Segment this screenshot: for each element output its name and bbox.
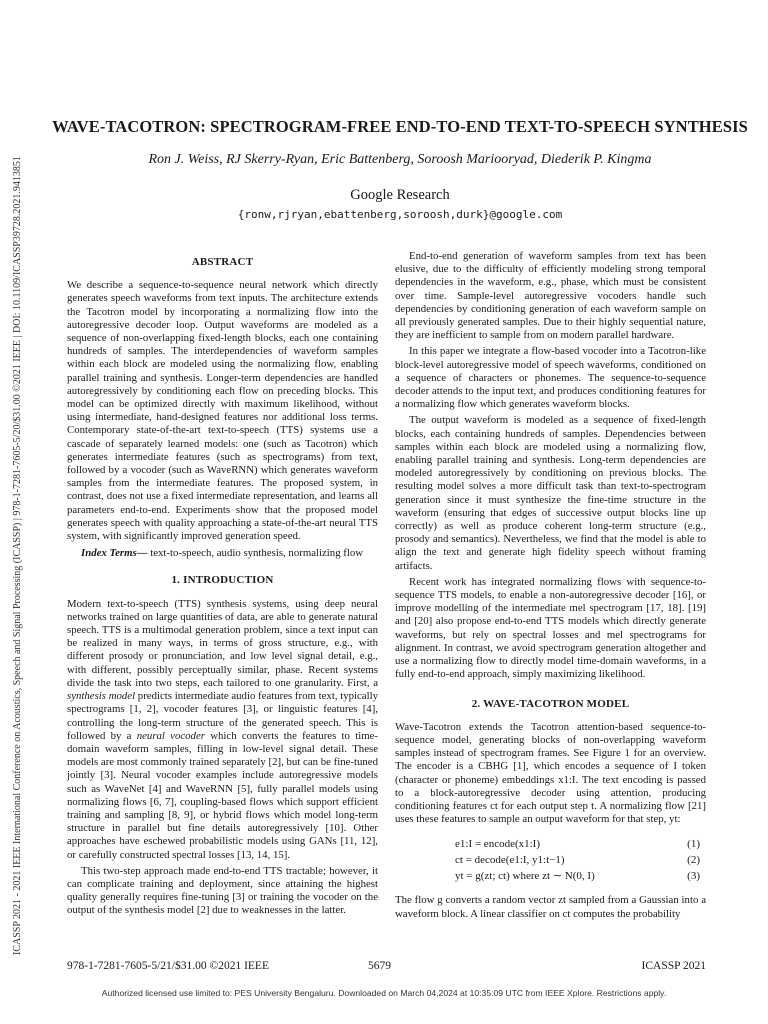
- intro-p1-part-b: predicts intermediate audio features from text, typically spectrograms [1, 2], vocoder features [3], or linguistic features [4], controlling the long-term structure of the generated speech. This is followed by a: [67, 690, 379, 742]
- affiliation: Google Research: [350, 187, 450, 203]
- index-terms-text: text-to-speech, audio synthesis, normalizing flow: [147, 547, 364, 560]
- abstract-heading: ABSTRACT: [191, 256, 254, 268]
- license-notice: Authorized licensed use limited to: PES University Bengaluru. Downloaded on March 04,2024 at 10:35:09 UTC from IEEE Xplore. Restrictions apply.: [101, 988, 667, 998]
- equation-1: [395, 836, 706, 852]
- model-heading: 2. WAVE-TACOTRON MODEL: [471, 697, 630, 710]
- equation-3-body: yt = g(zt; ct) where zt ∼ N(0, I): [455, 870, 595, 883]
- intro-p1-emphasis-1: synthesis model: [67, 690, 136, 703]
- right-paragraph-4: Recent work has integrated normalizing flows with sequence-to-sequence TTS models, to enable a non-autoregressive decoder [16], or improve modelling of the intermediate mel spectrogram [17, 18]. [19] and [20] also propose end-to-end TTS models which directly generate waveforms, but rely on spectral losses and mel spectrograms for alignment. In contrast, we avoid spectrogram generation altogether and use a normalizing flow to directly model time-domain waveforms, in a fully end-to-end approach, simply maximizing likelihood.: [395, 575, 706, 681]
- author-list: Ron J. Weiss, RJ Skerry-Ryan, Eric Battenberg, Soroosh Mariooryad, Diederik P. Kingma: [148, 152, 652, 167]
- intro-paragraph-2: This two-step approach made end-to-end TTS tractable; however, it can complicate training and deployment, since attaining the highest quality generally requires fine-tuning [3] or training the vocoder on the output of the synthesis model [2] due to weaknesses in the latter.: [67, 864, 378, 917]
- right-paragraph-2: In this paper we integrate a flow-based vocoder into a Tacotron-like block-level autoregressive model of speech waveforms, conditioned on a sequence of characters or phonemes. The sequence-to-sequence decoder attends to the input text, and produces conditioning features for a normalizing flow which generates waveform blocks.: [395, 345, 706, 411]
- equation-1-body: e1:I = encode(x1:I): [455, 838, 540, 851]
- equation-3-number: (3): [687, 870, 700, 883]
- footer-conference: ICASSP 2021: [641, 960, 706, 972]
- model-paragraph-2: The flow g converts a random vector zt sampled from a Gaussian into a waveform block. A linear classifier on ct computes the probability: [395, 894, 706, 920]
- right-column: [395, 250, 706, 924]
- right-paragraph-3: The output waveform is modeled as a sequence of fixed-length blocks, each containing hundreds of samples. Dependencies between samples within each block are modeled using a normalizing flow, enabling parallel training and synthesis. Long-term dependencies are modeled autoregressively by conditioning on previous blocks. The resulting model solves a more difficult task than text-to-spectrogram generation since it must synthesize the fine-time structure in the waveform (ensuring that edges of successive output blocks line up correctly) as well as produce coherent long-term structure (e.g., prosody and semantics). Nevertheless, we find that the model is able to align the text and generate high fidelity speech without framing artifacts.: [395, 414, 706, 572]
- equation-2-body: ct = decode(e1:I, y1:t−1): [455, 854, 565, 867]
- equation-3: [395, 868, 706, 884]
- intro-p1-emphasis-2: neural vocoder: [136, 729, 205, 742]
- intro-p1-part-a: Modern text-to-speech (TTS) synthesis systems, using deep neural networks trained on large quantities of data, are able to generate natural speech. TTS is a multimodal generation problem, since a text input can be realized in many ways, in terms of gross structure, e.g., with different prosody or pronunciation, and low level signal detail, e.g., with different, possibly perceptually similar, phase. Recent systems divide the task into two steps, each tailored to one granularity. First, a: [67, 597, 378, 689]
- index-terms: [67, 547, 378, 560]
- model-paragraph-1: Wave-Tacotron extends the Tacotron attention-based sequence-to-sequence model, generating blocks of non-overlapping waveform samples instead of spectrogram frames. See Figure 1 for an overview. The encoder is a CBHG [1], which encodes a sequence of I token (character or phoneme) embeddings x1:I. The text encoding is passed to a block-autoregressive decoder using attention, producing conditioning features ct for each output step t. A normalizing flow [21] uses these features to sample an output waveform for that step, yt:: [395, 720, 706, 826]
- equations-block: [395, 836, 706, 884]
- left-column: [67, 250, 378, 921]
- intro-heading: 1. INTRODUCTION: [171, 574, 274, 587]
- page-number: 5679: [368, 960, 391, 972]
- author-emails: {ronw,rjryan,ebattenberg,soroosh,durk}@google.com: [237, 208, 563, 221]
- footer-isbn: 978-1-7281-7605-5/21/$31.00 ©2021 IEEE: [67, 960, 269, 972]
- index-terms-label: Index Terms—: [81, 547, 148, 560]
- equation-2: [395, 852, 706, 868]
- intro-paragraph-1: [67, 598, 378, 862]
- equation-1-number: (1): [687, 838, 700, 851]
- right-paragraph-1: End-to-end generation of waveform samples from text has been elusive, due to the difficulty of efficiently modeling strong temporal dependencies in the waveform, e.g., phase, which must be consistent over time. Sample-level autoregressive vocoders handle such dependencies by conditioning generation of each waveform sample on all previously generated samples. Due to their highly sequential nature, they are inefficient to sample from on modern parallel hardware.: [395, 250, 706, 342]
- paper-title: WAVE-TACOTRON: SPECTROGRAM-FREE END-TO-END TEXT-TO-SPEECH SYNTHESIS: [52, 117, 748, 136]
- abstract-text: We describe a sequence-to-sequence neural network which directly generates speech waveforms from text inputs. The architecture extends the Tacotron model by incorporating a normalizing flow into the autoregressive decoder loop. Output waveforms are modeled as a sequence of non-overlapping fixed-length blocks, each one containing hundreds of samples. The interdependencies of waveform samples within each block are modeled using the normalizing flow, enabling parallel training and synthesis. Longer-term dependencies are handled autoregressively by conditioning each flow on preceding blocks. This model can be optimized directly with maximum likelihood, without using intermediate, hand-designed features nor additional loss terms. Contemporary state-of-the-art text-to-speech (TTS) systems use a cascade of separately learned models: one (such as Tacotron) which generates intermediate features (such as spectrograms) from text, followed by a vocoder (such as WaveRNN) which generates waveform samples from the intermediate features. The proposed system, in contrast, does not use a fixed intermediate representation, and learns all parameters end-to-end. Experiments show that the proposed model generates speech with quality approaching a state-of-the-art neural TTS system, with significantly improved generation speed.: [67, 279, 378, 543]
- intro-p1-part-c: which converts the features to time-domain waveform samples, filling in low-level signal detail. These models are most commonly trained separately [2], but can be fine-tuned jointly [3]. Neural vocoder examples include autoregressive models such as WaveNet [4] and WaveRNN [5], fully parallel models using normalizing flows [6, 7], coupling-based flows which support efficient training and sampling [8, 9], or hybrid flows which model long-term structure in parallel but fine details autoregressively [10]. Other approaches have eschewed probabilistic models using GANs [11, 12], or carefully constructed spectral losses [13, 14, 15].: [67, 729, 378, 861]
- equation-2-number: (2): [687, 854, 700, 867]
- doi-side-note: ICASSP 2021 - 2021 IEEE International Conference on Acoustics, Speech and Signal Processing (ICASSP) | 978-1-7281-7605-5/20/$31.00 ©2021 IEEE | DOI: 10.1109/ICASSP39728.2021.9413851: [12, 156, 23, 955]
